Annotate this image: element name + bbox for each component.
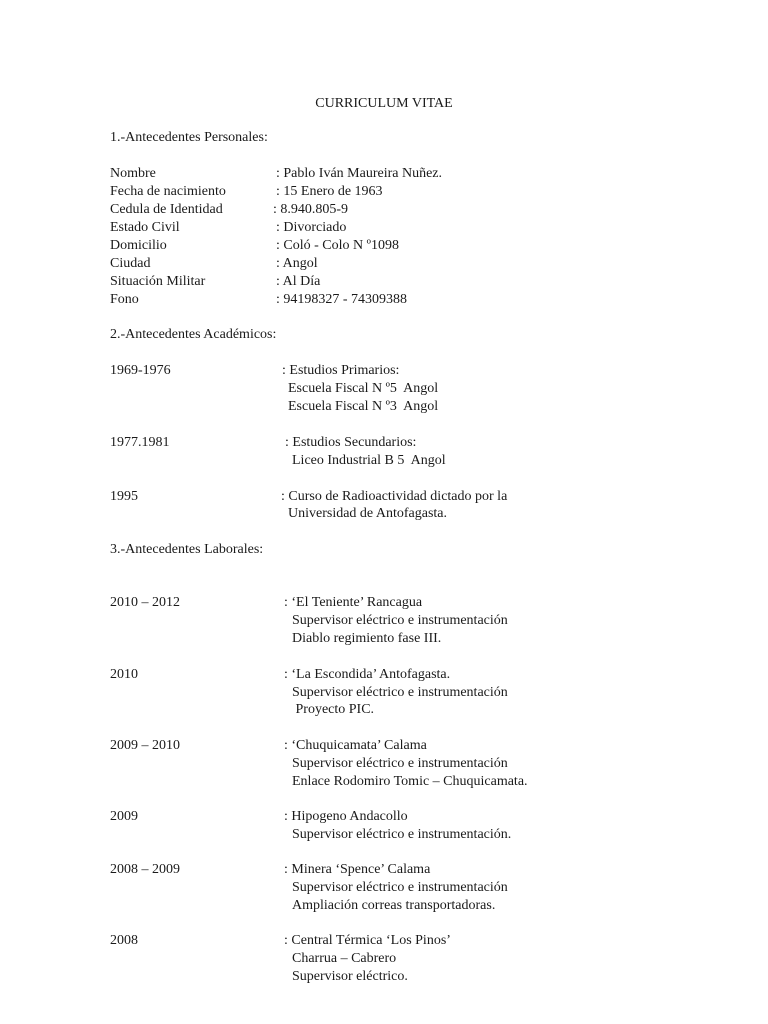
academic-detail: : Estudios Primarios: — [282, 363, 400, 378]
field-label-id: Cedula de Identidad — [110, 202, 223, 217]
field-value-city: : Angol — [276, 256, 318, 271]
academic-detail: Liceo Industrial B 5 Angol — [292, 453, 446, 468]
field-value-name: : Pablo Iván Maureira Nuñez. — [276, 166, 442, 181]
work-period: 2008 — [110, 933, 138, 948]
section-heading-personal: 1.-Antecedentes Personales: — [110, 130, 268, 145]
field-value-civil-status: : Divorciado — [276, 220, 347, 235]
field-value-birthdate: : 15 Enero de 1963 — [276, 184, 383, 199]
field-label-city: Ciudad — [110, 256, 151, 271]
work-detail: Enlace Rodomiro Tomic – Chuquicamata. — [292, 774, 528, 789]
work-detail: Supervisor eléctrico e instrumentación — [292, 880, 508, 895]
field-value-address: : Coló - Colo N º1098 — [276, 238, 399, 253]
work-detail: Supervisor eléctrico e instrumentación — [292, 756, 508, 771]
work-period: 2009 — [110, 809, 138, 824]
academic-detail: : Estudios Secundarios: — [285, 435, 417, 450]
work-detail: : ‘El Teniente’ Rancagua — [284, 595, 423, 610]
work-detail: : Minera ‘Spence’ Calama — [284, 862, 431, 877]
field-label-name: Nombre — [110, 166, 156, 181]
field-value-military: : Al Día — [276, 274, 321, 289]
field-value-id: : 8.940.805-9 — [273, 202, 349, 217]
academic-detail: Escuela Fiscal N º5 Angol — [288, 381, 439, 396]
academic-period: 1969-1976 — [110, 363, 171, 378]
work-detail: Proyecto PIC. — [292, 702, 375, 717]
work-detail: Ampliación correas transportadoras. — [292, 898, 496, 913]
work-detail: : ‘Chuquicamata’ Calama — [284, 738, 427, 753]
page-title: CURRICULUM VITAE — [315, 96, 453, 111]
field-label-birthdate: Fecha de nacimiento — [110, 184, 226, 199]
academic-detail: Escuela Fiscal N º3 Angol — [288, 399, 439, 414]
academic-period: 1995 — [110, 489, 138, 504]
field-label-phone: Fono — [110, 292, 139, 307]
work-period: 2010 – 2012 — [110, 595, 180, 610]
work-detail: Supervisor eléctrico e instrumentación — [292, 685, 508, 700]
field-label-civil-status: Estado Civil — [110, 220, 180, 235]
section-heading-work: 3.-Antecedentes Laborales: — [110, 542, 264, 557]
academic-detail: : Curso de Radioactividad dictado por la — [281, 489, 508, 504]
field-value-phone: : 94198327 - 74309388 — [276, 292, 408, 307]
academic-period: 1977.1981 — [110, 435, 170, 450]
work-detail: Charrua – Cabrero — [292, 951, 397, 966]
work-detail: Supervisor eléctrico. — [292, 969, 408, 984]
academic-detail: Universidad de Antofagasta. — [288, 506, 448, 521]
work-detail: Supervisor eléctrico e instrumentación — [292, 613, 508, 628]
work-detail: : ‘La Escondida’ Antofagasta. — [284, 667, 451, 682]
work-period: 2010 — [110, 667, 138, 682]
work-period: 2009 – 2010 — [110, 738, 180, 753]
field-label-military: Situación Militar — [110, 274, 206, 289]
section-heading-academic: 2.-Antecedentes Académicos: — [110, 327, 277, 342]
work-detail: Supervisor eléctrico e instrumentación. — [292, 827, 512, 842]
work-detail: : Central Térmica ‘Los Pinos’ — [284, 933, 451, 948]
work-period: 2008 – 2009 — [110, 862, 180, 877]
field-label-address: Domicilio — [110, 238, 167, 253]
work-detail: Diablo regimiento fase III. — [292, 631, 442, 646]
work-detail: : Hipogeno Andacollo — [284, 809, 408, 824]
